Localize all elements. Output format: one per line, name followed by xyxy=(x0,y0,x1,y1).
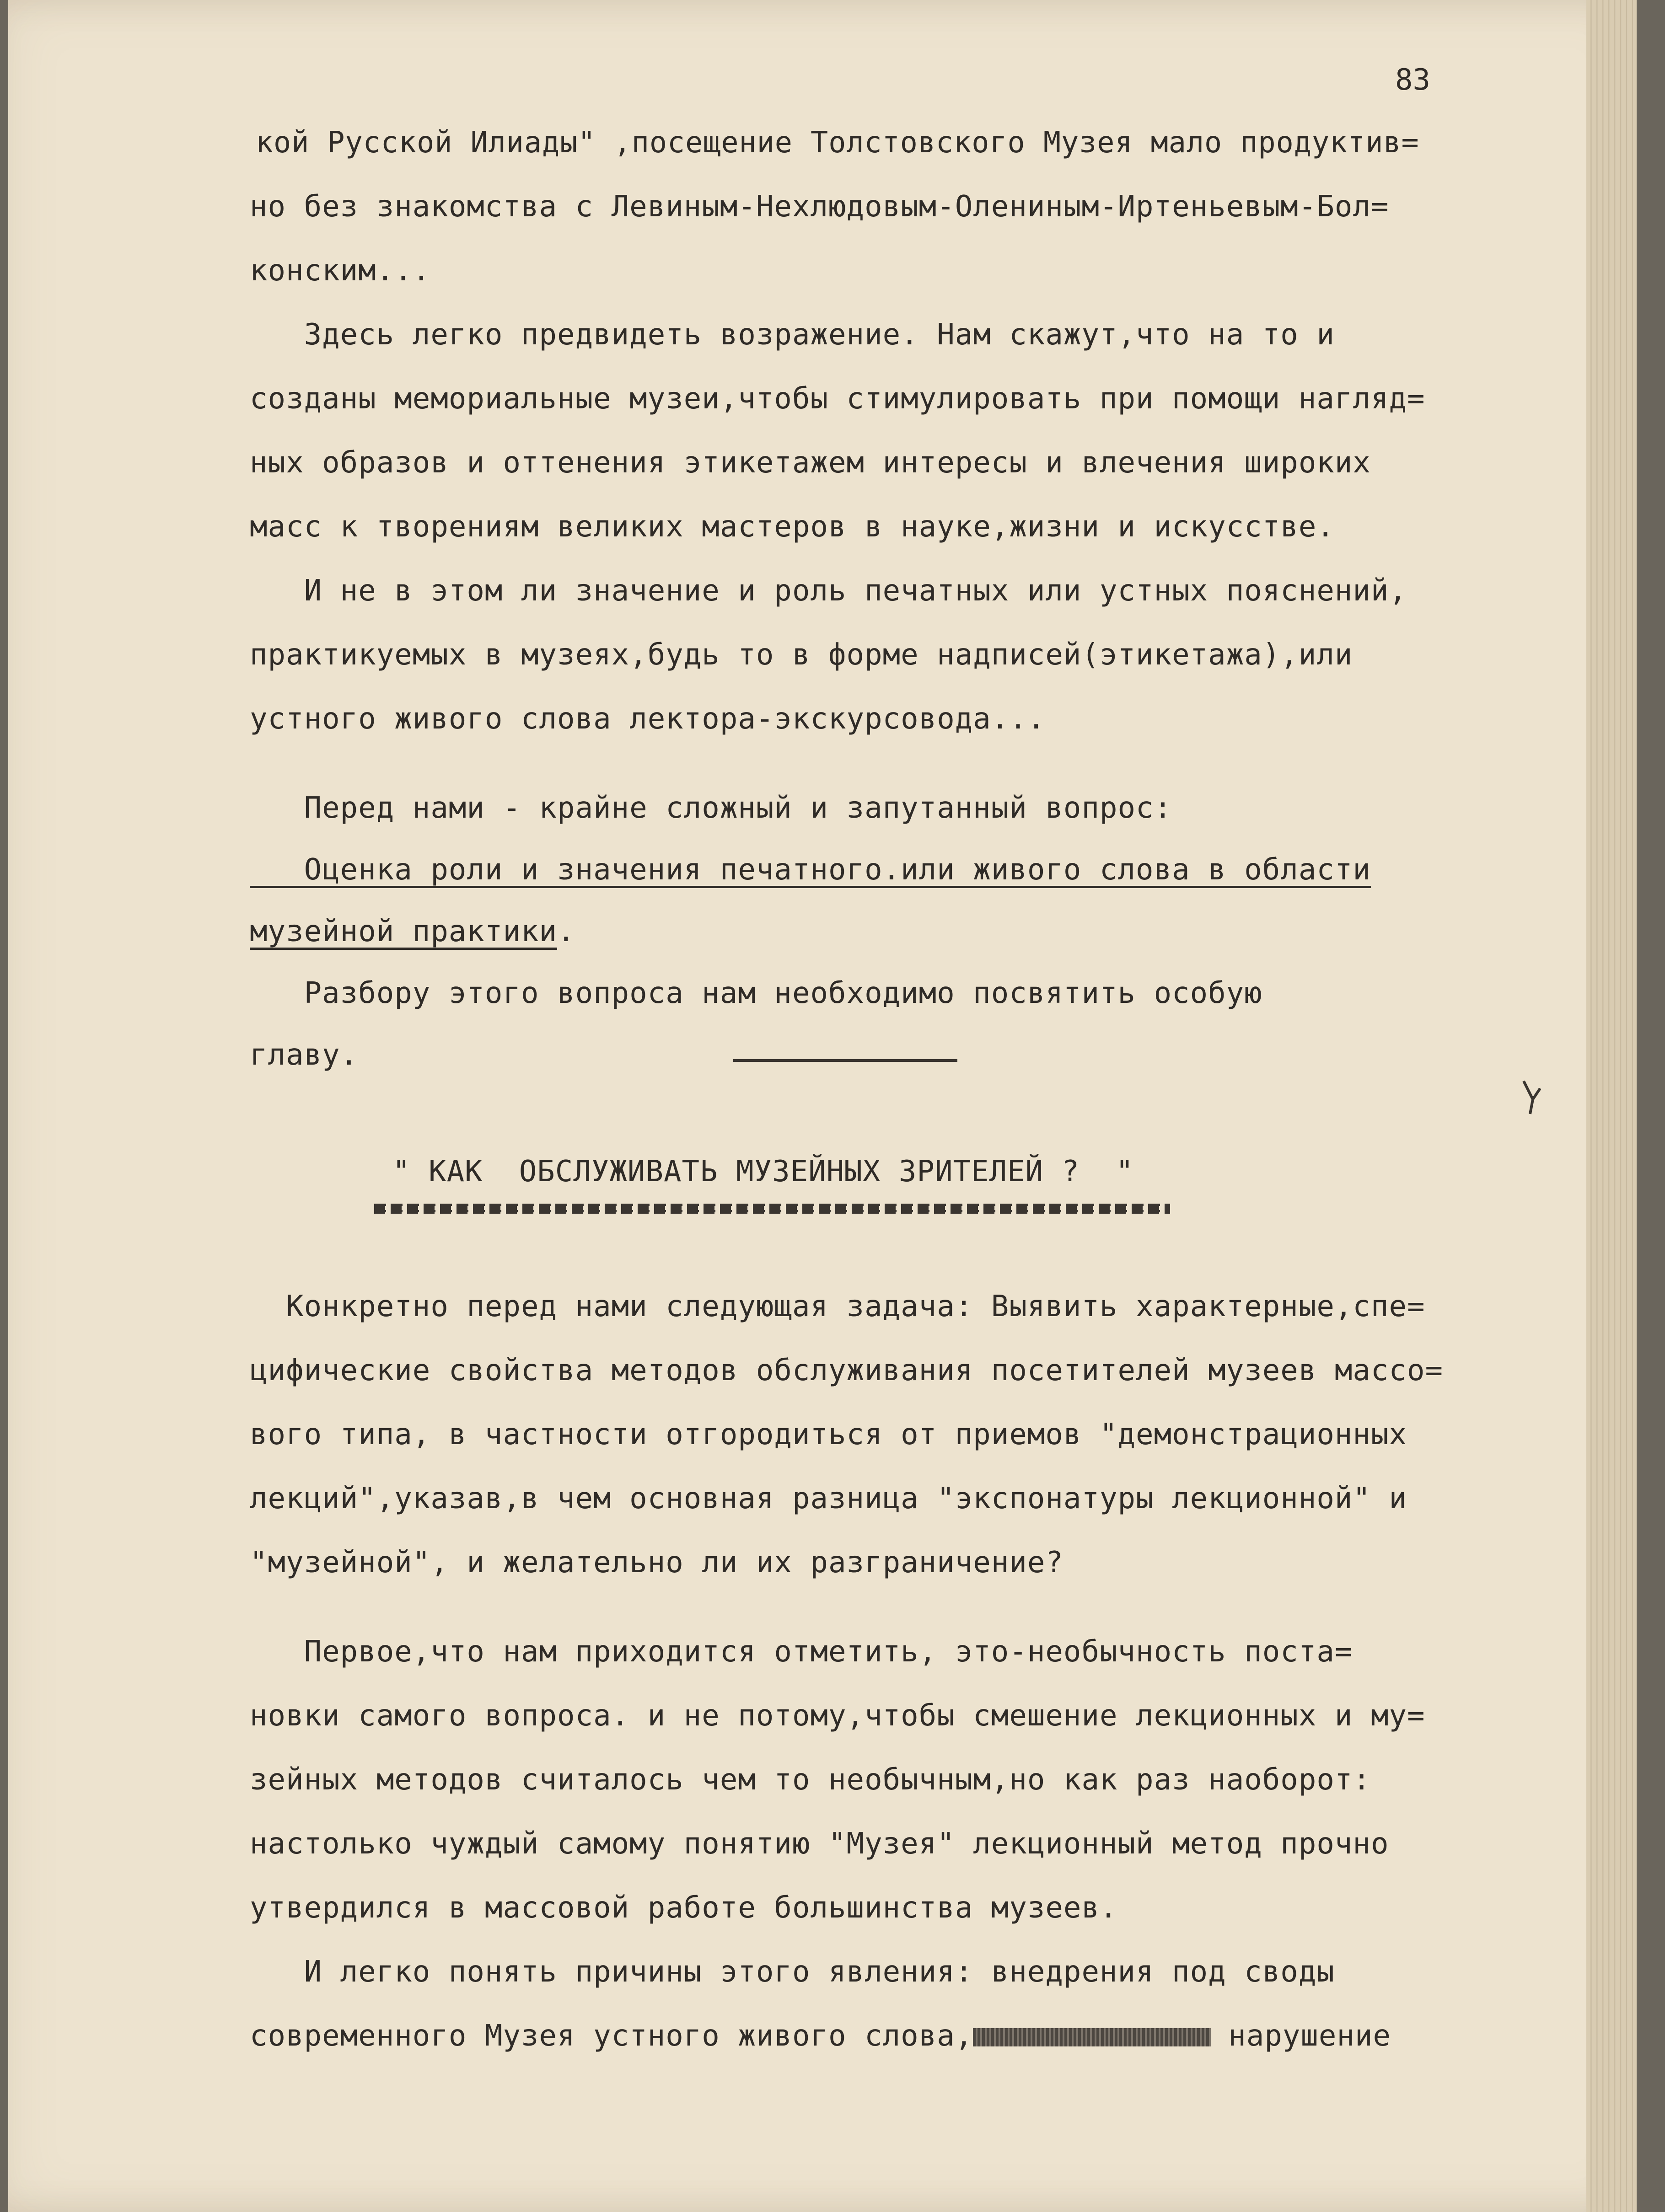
text-line-5: созданы мемориальные музеи,чтобы стимулировать при помощи нагляд= xyxy=(250,382,1425,416)
text-line-25: настолько чуждый самому понятию "Музея" лекционный метод прочно xyxy=(250,1827,1389,1861)
page-number: 83 xyxy=(1395,63,1431,97)
text-line-22: Первое,что нам приходится отметить, это-необычность поста= xyxy=(250,1635,1353,1669)
text-line-26: утвердился в массовой работе большинства музеев. xyxy=(250,1891,1118,1925)
text-line-11: Перед нами - крайне сложный и запутанный вопрос: xyxy=(250,791,1172,825)
section-rule xyxy=(733,1059,957,1062)
text-line-10: устного живого слова лектора-экскурсовода... xyxy=(250,702,1046,736)
heading-double-rule xyxy=(374,1204,1170,1214)
document-page xyxy=(8,0,1637,2212)
text-line-3: конским... xyxy=(250,254,431,288)
page-edges xyxy=(1586,0,1637,2212)
text-line-14: Разбору этого вопроса нам необходимо посвятить особую xyxy=(250,976,1262,1010)
text-line-1: кой Русской Илиады" ,посещение Толстовского Музея мало продуктив= xyxy=(255,126,1419,160)
text-line-6: ных образов и оттенения этикетажем интересы и влечения широких xyxy=(250,446,1371,480)
text-line-18: цифические свойства методов обслуживания посетителей музеев массо= xyxy=(250,1354,1444,1387)
text-line-17: Конкретно перед нами следующая задача: Выявить характерные,спе= xyxy=(250,1290,1425,1323)
section-heading: " КАК ОБСЛУЖИВАТЬ МУЗЕЙНЫХ ЗРИТЕЛЕЙ ? " xyxy=(392,1155,1134,1189)
text-line-2: но без знакомства с Левиным-Нехлюдовым-Олениным-Иртеньевым-Бол= xyxy=(250,190,1389,224)
text-line-8: И не в этом ли значение и роль печатных или устных пояснений, xyxy=(250,574,1407,608)
text-line-21: "музейной", и желательно ли их разграничение? xyxy=(250,1546,1063,1580)
text-line-12-underlined: Оценка роли и значения печатного.или живого слова в области xyxy=(250,853,1371,887)
text-line-13 xyxy=(250,917,575,946)
text-line-28 xyxy=(250,2021,1391,2051)
text-line-19: вого типа, в частности отгородиться от приемов "демонстрационных xyxy=(250,1418,1407,1451)
text-line-9: практикуемых в музеях,будь то в форме надписей(этикетажа),или xyxy=(250,638,1353,672)
text-line-23: новки самого вопроса. и не потому,чтобы смешение лекционных и му= xyxy=(250,1699,1425,1733)
text-line-4: Здесь легко предвидеть возражение. Нам скажут,что на то и xyxy=(250,318,1335,352)
struck-out-word xyxy=(973,2028,1211,2046)
underlined-phrase: музейной практики xyxy=(250,915,558,948)
text-line-7: масс к творениям великих мастеров в науке,жизни и искусстве. xyxy=(250,510,1335,544)
text-line-15: главу. xyxy=(250,1038,359,1072)
text-line-28-start: современного Музея устного живого слова, xyxy=(250,2019,973,2053)
text-line-27: И легко понять причины этого явления: внедрения под своды xyxy=(250,1955,1335,1989)
text-line-20: лекций",указав,в чем основная разница "экспонатуры лекционной" и xyxy=(250,1482,1407,1516)
text-line-24: зейных методов считалось чем то необычным,но как раз наоборот: xyxy=(250,1763,1371,1797)
pencil-mark xyxy=(1520,1079,1543,1116)
period: . xyxy=(557,915,575,948)
text-line-28-end: нарушение xyxy=(1228,2019,1391,2053)
